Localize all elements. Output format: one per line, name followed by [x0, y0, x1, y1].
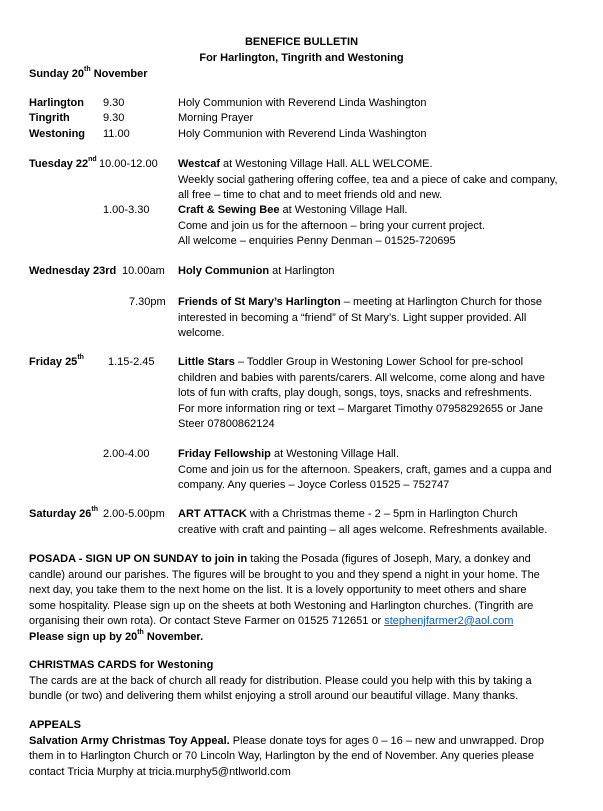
posada-signup-deadline: Please sign up by 20th November. — [29, 628, 204, 643]
event-westcaf: Westcaf at Westoning Village Hall. ALL WELCOME. Weekly social gathering offering coffee, tea and a piece of cake and company, all free – time to chat and to meet friends old and new. — [178, 158, 558, 201]
tuesday-heading: Tuesday 22nd — [29, 156, 97, 170]
service-desc: Holy Communion with Reverend Linda Washington — [178, 97, 427, 109]
friday-heading: Friday 25th — [29, 354, 84, 368]
christmas-cards-notice: CHRISTMAS CARDS for Westoning The cards are at the back of church all ready for distribution. Please could you help with this by taking a bundle (or two) and delivering them whilst enjoying a stroll around our beautiful village. Many thanks. — [29, 658, 594, 705]
event-time: 1.00-3.30 — [103, 204, 150, 216]
service-place: Westoning — [29, 128, 86, 140]
service-time: 9.30 — [103, 97, 125, 109]
event-holy-communion: Holy Communion at Harlington — [178, 265, 335, 277]
event-time: 10.00am — [122, 265, 165, 277]
event-friday-fellowship: Friday Fellowship at Westoning Village Hall. Come and join us for the afternoon. Speakers, craft, games and a cuppa and company. Any queries – Joyce Corless 01525 – 752747 — [178, 448, 552, 491]
event-time: 2.00-4.00 — [103, 448, 150, 460]
wednesday-heading: Wednesday 23rd — [29, 265, 117, 277]
service-time: 9.30 — [103, 112, 125, 124]
event-time: 2.00-5.00pm — [103, 508, 165, 520]
bulletin-subtitle: For Harlington, Tingrith and Westoning — [199, 52, 404, 64]
section-heading: CHRISTMAS CARDS for Westoning — [29, 659, 214, 671]
bulletin-title: BENEFICE BULLETIN — [244, 36, 359, 48]
appeals-notice: APPEALS Salvation Army Christmas Toy Appeal. Please donate toys for ages 0 – 16 – new and unwrapped. Drop them in to Harlington Church or 70 Lincoln Way, Harlington by the end of November. Any queries please contact Tricia Murphy at tricia.murphy5@ntlworld.com — [29, 718, 594, 780]
event-friends-st-marys: Friends of St Mary’s Harlington – meeting at Harlington Church for those interested in becoming a “friend” of St Mary’s. Light supper provided. All welcome. — [178, 296, 542, 339]
event-time: 1.15-2.45 — [108, 356, 155, 368]
section-heading: APPEALS — [29, 719, 81, 731]
email-link[interactable]: stephenjfarmer2@aol.com — [384, 615, 514, 627]
service-place: Harlington — [29, 97, 84, 109]
event-little-stars: Little Stars – Toddler Group in Westoning Lower School for pre-school children and babies with parents/carers. All welcome, come along and have lots of fun with crafts, play dough, songs, toys, snacks and refreshments. For more information ring or text – Margaret Timothy 07958292655 or Jane Steer 07800862124 — [178, 356, 545, 430]
event-time: 7.30pm — [129, 296, 166, 308]
saturday-heading: Saturday 26th — [29, 506, 98, 520]
service-place: Tingrith — [29, 112, 70, 124]
event-time: 10.00-12.00 — [99, 158, 158, 170]
event-art-attack: ART ATTACK with a Christmas theme - 2 – 5pm in Harlington Church creative with craft and painting – all ages welcome. Refreshments available. — [178, 508, 548, 536]
service-desc: Holy Communion with Reverend Linda Washington — [178, 128, 427, 140]
service-time: 11.00 — [103, 128, 130, 140]
event-craft-sewing-bee: Craft & Sewing Bee at Westoning Village Hall. Come and join us for the afternoon – bring your current project. All welcome – enquiries Penny Denman – 01525-720695 — [178, 204, 485, 247]
sunday-heading: Sunday 20th November — [29, 66, 148, 80]
service-desc: Morning Prayer — [178, 112, 254, 124]
posada-notice: POSADA - SIGN UP ON SUNDAY to join in taking the Posada (figures of Joseph, Mary, a donkey and candle) around our parishes. The figures will be brought to you and they spend a night in your home. The next day, you take them to the next home on the list. It is a lovely opportunity to meet others and share some hospitality. Please sign up on the sheets at both Westoning and Harlington churches. (Tingrith are organising their own rota). Or contact Steve Farmer on 01525 712651 or stephenjfarmer2@aol.com Please sign up by 20th November. — [29, 552, 594, 645]
